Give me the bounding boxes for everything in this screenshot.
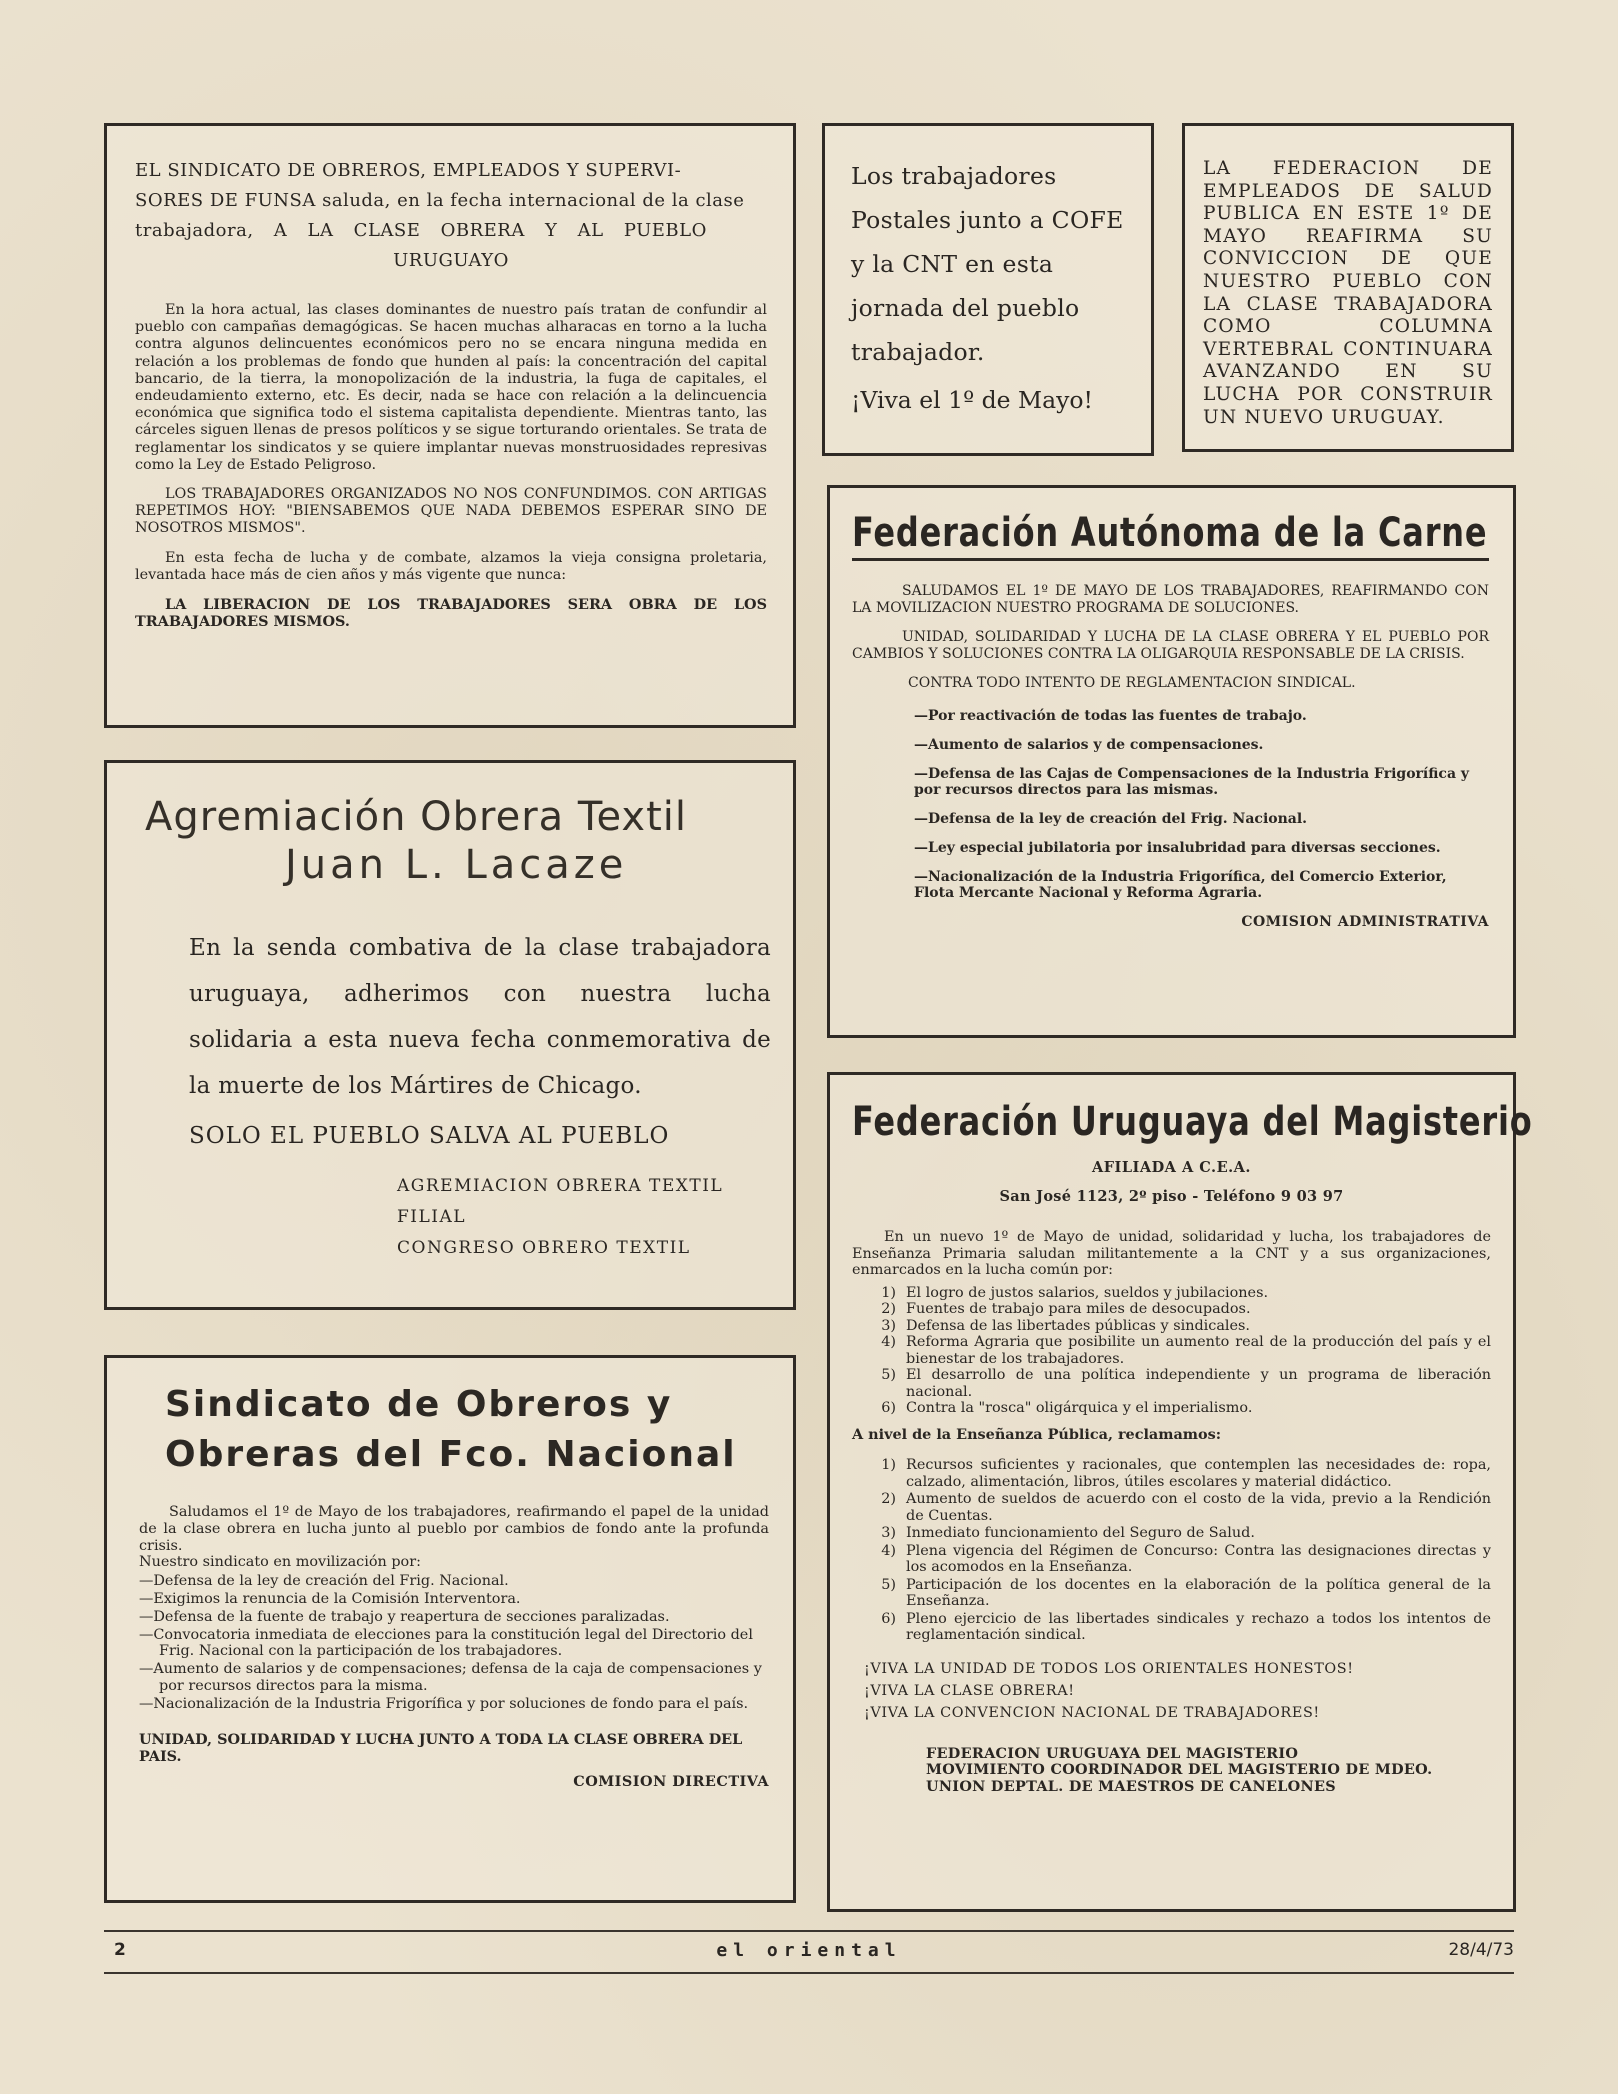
list-item: —Defensa de la ley de creación del Frig. Nacional.: [139, 1573, 509, 1590]
funsa-slogan: LA LIBERACION DE LOS TRABAJADORES SERA OBRA DE LOS TRABAJADORES MISMOS.: [135, 596, 767, 631]
mag-reclaim-heading: A nivel de la Enseñanza Pública, reclamamos:: [852, 1425, 1222, 1443]
list-text: Aumento de sueldos de acuerdo con el costo de la vida, previo a la Rendición de Cuentas.: [906, 1491, 1491, 1524]
postales-viva: ¡Viva el 1º de Mayo!: [851, 386, 1093, 414]
list-item: —Por reactivación de todas las fuentes de trabajo.: [914, 707, 1307, 724]
list-item: [852, 1285, 1491, 1302]
fco-demands: [139, 1573, 769, 1712]
list-item: [852, 1457, 1491, 1490]
list-text: El desarrollo de una política independiente y un programa de liberación nacional.: [906, 1367, 1491, 1400]
list-text: Inmediato funcionamiento del Seguro de Salud.: [906, 1525, 1255, 1541]
list-text: El logro de justos salarios, sueldos y jubilaciones.: [906, 1284, 1269, 1301]
list-item: —Defensa de la ley de creación del Frig. Nacional.: [914, 810, 1308, 827]
list-item: —Aumento de salarios y de compensaciones.: [914, 736, 1264, 753]
list-number: 1): [881, 1284, 896, 1301]
list-item: —Ley especial jubilatoria por insalubridad para diversas secciones.: [914, 839, 1441, 856]
funsa-heading-line: trabajadora, A LA CLASE OBRERA Y AL PUEBLO: [135, 220, 707, 241]
textil-slogan: SOLO EL PUEBLO SALVA AL PUEBLO: [189, 1123, 670, 1149]
list-item: —Defensa de la fuente de trabajo y reapertura de secciones paralizadas.: [139, 1608, 670, 1625]
list-text: Contra la "rosca" oligárquica y el imperialismo.: [906, 1400, 1253, 1416]
viva-line: ¡VIVA LA CLASE OBRERA!: [864, 1682, 1075, 1699]
mag-vivas: [852, 1658, 1491, 1724]
list-item: [852, 1301, 1491, 1318]
list-number: 2): [881, 1301, 896, 1317]
list-item: —Nacionalización de la Industria Frigorífica, del Comercio Exterior, Flota Mercante Nacional y Reforma Agraria.: [914, 868, 1447, 901]
salud-publica-announcement: [1182, 123, 1514, 452]
funsa-heading-line: SORES DE FUNSA saluda, en la fecha internacional de la clase: [135, 190, 745, 211]
fco-title-line: Sindicato de Obreros y: [165, 1384, 673, 1425]
footer-rule-top: [104, 1930, 1514, 1932]
fco-title: [165, 1380, 769, 1480]
list-number: 1): [881, 1457, 896, 1473]
list-number: 4): [881, 1542, 896, 1559]
page-footer: [104, 1940, 1514, 1980]
funsa-paragraph: LOS TRABAJADORES ORGANIZADOS NO NOS CONFUNDIMOS. CON ARTIGAS REPETIMOS HOY: "BIENSABEMOS QUE NADA DEBEMOS ESPERAR SINO DE NOSOTROS MISMOS".: [135, 486, 767, 537]
list-number: 3): [881, 1525, 896, 1541]
carne-title-rule: [852, 558, 1489, 561]
list-item: —Nacionalización de la Industria Frigorífica y por soluciones de fondo para el país.: [139, 1695, 749, 1712]
list-text: Participación de los docentes en la elaboración de la política general de la Enseñanza.: [906, 1576, 1491, 1609]
list-number: 5): [881, 1367, 896, 1383]
list-item: [852, 1611, 1491, 1644]
carne-paragraph: UNIDAD, SOLIDARIDAD Y LUCHA DE LA CLASE OBRERA Y EL PUEBLO POR CAMBIOS Y SOLUCIONES CONTRA LA OLIGARQUIA RESPONSABLE DE LA CRISIS.: [852, 629, 1489, 662]
funsa-body: [135, 302, 767, 630]
viva-line: ¡VIVA LA CONVENCION NACIONAL DE TRABAJADORES!: [864, 1704, 1320, 1721]
funsa-heading-line: EL SINDICATO DE OBREROS, EMPLEADOS Y SUPERVI-: [135, 160, 682, 181]
list-item: —Aumento de salarios y de compensaciones; defensa de la caja de compensaciones y por recursos directos para la misma.: [139, 1661, 762, 1694]
list-text: Reforma Agraria que posibilite un aumento real de la producción del país y el bienestar de los trabajadores.: [906, 1334, 1491, 1367]
list-item: [852, 1400, 1491, 1417]
list-item: [852, 1367, 1491, 1400]
signature-line: UNION DEPTAL. DE MAESTROS DE CANELONES: [926, 1777, 1336, 1795]
textil-signature: [145, 1171, 771, 1264]
carne-paragraph: SALUDAMOS EL 1º DE MAYO DE LOS TRABAJADORES, REAFIRMANDO CON LA MOVILIZACION NUESTRO PROGRAMA DE SOLUCIONES.: [852, 583, 1489, 616]
mag-signature: [852, 1746, 1491, 1796]
viva-line: ¡VIVA LA UNIDAD DE TODOS LOS ORIENTALES HONESTOS!: [864, 1660, 1354, 1677]
mag-title: Federación Uruguaya del Magisterio: [852, 1099, 1533, 1145]
carne-title: Federación Autónoma de la Carne: [852, 510, 1488, 556]
mag-address: San José 1123, 2º piso - Teléfono 9 03 97: [999, 1188, 1344, 1205]
fco-slogan: UNIDAD, SOLIDARIDAD Y LUCHA JUNTO A TODA LA CLASE OBRERA DEL PAIS.: [139, 1730, 743, 1765]
carne-signature: COMISION ADMINISTRATIVA: [1241, 913, 1489, 930]
mag-intro: En un nuevo 1º de Mayo de unidad, solidaridad y lucha, los trabajadores de Enseñanza Primaria saludan militantemente a la CNT y a sus organizaciones, enmarcados en la lucha común por:: [852, 1229, 1491, 1278]
page-number: 2: [114, 1940, 126, 1960]
list-number: 4): [881, 1334, 896, 1350]
signature-line: AGREMIACION OBRERA TEXTIL: [397, 1176, 724, 1196]
list-item: —Defensa de las Cajas de Compensaciones de la Industria Frigorífica y por recursos directos para las mismas.: [914, 765, 1470, 798]
list-item: [852, 1543, 1491, 1576]
signature-line: MOVIMIENTO COORDINADOR DEL MAGISTERIO DE MDEO.: [926, 1761, 1433, 1778]
funsa-heading-line: URUGUAYO: [393, 250, 509, 271]
carne-paragraph: CONTRA TODO INTENTO DE REGLAMENTACION SINDICAL.: [908, 675, 1356, 691]
list-number: 6): [881, 1400, 896, 1416]
list-number: 3): [881, 1317, 896, 1334]
mag-body: [852, 1229, 1491, 1795]
fco-intro: Saludamos el 1º de Mayo de los trabajadores, reafirmando el papel de la unidad de la clase obrera en lucha junto al pueblo por cambios de fondo ante la profunda crisis.: [139, 1504, 769, 1554]
list-text: Recursos suficientes y racionales, que contemplen las necesidades de: ropa, calzado, alimentación, libros, útiles escolares y material didáctico.: [906, 1457, 1491, 1490]
signature-line: CONGRESO OBRERO TEXTIL: [397, 1238, 691, 1258]
mag-demands-list: [852, 1457, 1491, 1644]
carne-body: [852, 583, 1489, 692]
funsa-heading: [135, 156, 767, 276]
carne-demands: [852, 708, 1489, 901]
fco-signature: COMISION DIRECTIVA: [573, 1772, 769, 1790]
list-item: [852, 1491, 1491, 1524]
ferrocarril-announcement: [104, 1355, 796, 1903]
list-item: —Convocatoria inmediata de elecciones para la constitución legal del Directorio del Frig. Nacional con la participación de los trabajadores.: [139, 1626, 753, 1660]
textil-subtitle: Juan L. Lacaze: [285, 842, 628, 888]
masthead: el oriental: [716, 1940, 902, 1961]
signature-line: FILIAL: [397, 1207, 467, 1227]
magisterio-announcement: [827, 1072, 1533, 1912]
textil-body: En la senda combativa de la clase trabajadora uruguaya, adherimos con nuestra lucha solidaria a esta nueva fecha conmemorativa de la muerte de los Mártires de Chicago.: [189, 935, 771, 1099]
mag-affiliation: AFILIADA A C.E.A.: [1092, 1159, 1251, 1176]
list-text: Plena vigencia del Régimen de Concurso: Contra las designaciones directas y los acomodos en la Enseñanza.: [906, 1542, 1491, 1575]
list-text: Defensa de las libertades públicas y sindicales.: [906, 1317, 1250, 1334]
salud-publica-text: LA FEDERACION DE EMPLEADOS DE SALUD PUBLICA EN ESTE 1º DE MAYO REAFIRMA SU CONVICCION DE QUE NUESTRO PUEBLO CON LA CLASE TRABAJADORA COMO COLUMNA VERTEBRAL CONTINUARA AVANZANDO EN SU LUCHA POR CONSTRUIR UN NUEVO URUGUAY.: [1203, 158, 1493, 428]
funsa-paragraph: En esta fecha de lucha y de combate, alzamos la vieja consigna proletaria, levantada hace más de cien años y más vigente que nunca:: [135, 549, 767, 583]
postales-text: Los trabajadores Postales junto a COFE y la CNT en esta jornada del pueblo trabajador.: [851, 162, 1124, 366]
list-item: [852, 1577, 1491, 1610]
list-item: —Exigimos la renuncia de la Comisión Interventora.: [139, 1590, 521, 1607]
fco-intro-2: Nuestro sindicato en movilización por:: [139, 1554, 421, 1571]
postales-announcement: [822, 123, 1154, 456]
textil-title: Agremiación Obrera Textil: [145, 794, 688, 840]
list-text: Fuentes de trabajo para miles de desocupados.: [906, 1301, 1251, 1317]
fco-title-line: Obreras del Fco. Nacional: [165, 1434, 737, 1475]
funsa-announcement: [104, 123, 796, 728]
list-number: 2): [881, 1491, 896, 1507]
textil-announcement: [104, 760, 796, 1310]
list-item: [852, 1318, 1491, 1335]
mag-goals-list: [852, 1285, 1491, 1417]
list-number: 6): [881, 1610, 896, 1627]
fco-body: [139, 1504, 769, 1713]
funsa-paragraph: En la hora actual, las clases dominantes de nuestro país tratan de confundir al pueblo con campañas demagógicas. Se hacen muchas alharacas en torno a la lucha contra algunos delincuentes económicos pero no se encara ninguna medida en relación a los problemas de fondo que hunden al país: la concentración del capital bancario, de la tierra, la monopolización de la industria, la fuga de capitales, el endeudamiento externo, etc. Es decir, nada se hace con relación a la delincuencia económica que significa todo el sistema capitalista dependiente. Mientras tanto, las cárceles siguen llenas de presos políticos y se sigue torturando orientales. Se trata de reglamentar los sindicatos y se quiere implantar nuevas monstruosidades represivas como la Ley de Estado Peligroso.: [135, 302, 767, 473]
list-item: [852, 1525, 1491, 1542]
footer-rule-bottom: [104, 1972, 1514, 1974]
list-item: [852, 1334, 1491, 1367]
list-number: 5): [881, 1576, 896, 1593]
signature-line: FEDERACION URUGUAYA DEL MAGISTERIO: [926, 1744, 1299, 1762]
list-text: Pleno ejercicio de las libertades sindicales y rechazo a todos los intentos de reglamentación sindical.: [906, 1610, 1491, 1643]
carne-announcement: [827, 485, 1516, 1038]
issue-date: 28/4/73: [1448, 1940, 1514, 1960]
